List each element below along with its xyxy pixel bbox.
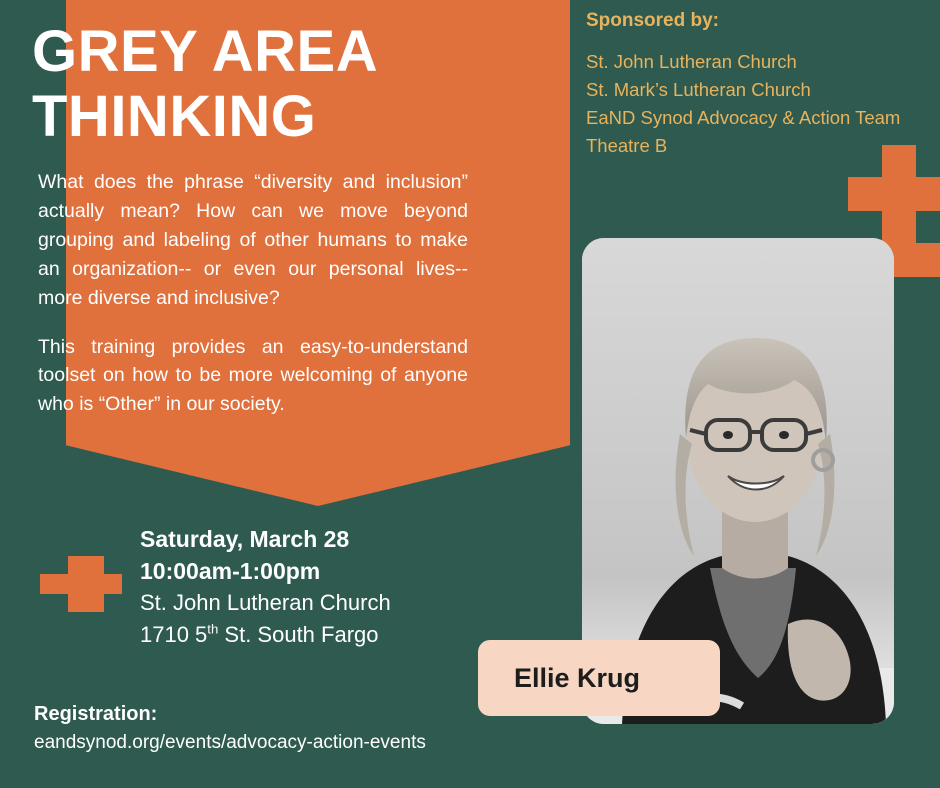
address-number: 1710 5 bbox=[140, 621, 208, 647]
banner-content bbox=[0, 0, 504, 419]
description-text bbox=[0, 146, 504, 419]
registration-label: Registration: bbox=[34, 703, 158, 725]
registration-block bbox=[34, 703, 554, 754]
sponsors-block bbox=[586, 10, 931, 160]
list-item: St. Mark’s Lutheran Church bbox=[586, 79, 811, 101]
address-rest: St. South Fargo bbox=[218, 621, 379, 647]
event-time: 10:00am-1:00pm bbox=[140, 557, 321, 584]
event-venue: St. John Lutheran Church bbox=[140, 590, 391, 616]
list-item: Theatre B bbox=[586, 135, 668, 157]
speaker-name: Ellie Krug bbox=[514, 662, 641, 693]
list-item: St. John Lutheran Church bbox=[586, 51, 797, 72]
description-paragraph-2: This training provides an easy-to-understand toolset on how to be more welcoming of anyone who is “Other” in our society. bbox=[38, 335, 468, 416]
description-paragraph-1: What does the phrase “diversity and inclusion” actually mean? How can we move beyond grouping and labeling of other humans to make an organization-- or even our personal lives-- more diverse and inclusive? bbox=[38, 171, 468, 309]
title-line-1: GREY AREA bbox=[32, 19, 379, 84]
speaker-nameplate bbox=[478, 640, 720, 716]
page-title bbox=[0, 0, 504, 150]
sponsors-heading: Sponsored by: bbox=[586, 10, 720, 31]
event-date: Saturday, March 28 bbox=[140, 526, 350, 552]
list-item: EaND Synod Advocacy & Action Team bbox=[586, 107, 901, 129]
sponsors-list bbox=[586, 48, 931, 160]
address-ordinal: th bbox=[207, 621, 219, 637]
title-line-2: THINKING bbox=[32, 84, 317, 150]
pixel-arrow-decoration-icon bbox=[40, 556, 122, 612]
registration-url[interactable]: eandsynod.org/events/advocacy-action-events bbox=[34, 732, 426, 753]
event-details bbox=[140, 524, 560, 650]
